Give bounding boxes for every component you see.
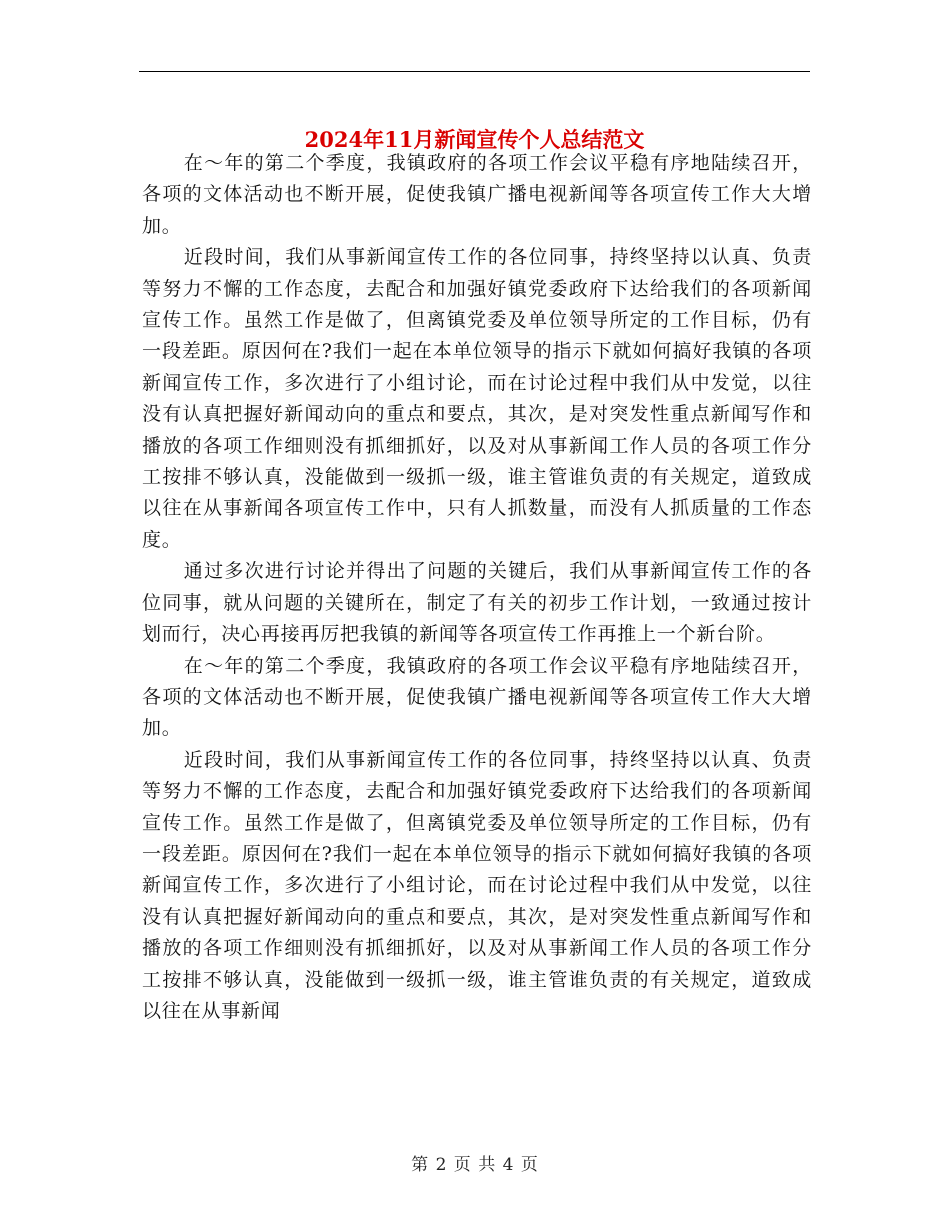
page-number: 第 2 页 共 4 页 (411, 1155, 539, 1175)
document-title: 2024年11月新闻宣传个人总结范文 (304, 127, 645, 153)
paragraph: 在～年的第二个季度，我镇政府的各项工作会议平稳有序地陆续召开，各项的文体活动也不断开展，促使我镇广播电视新闻等各项宣传工作大大增加。 (142, 654, 812, 740)
paragraph: 近段时间，我们从事新闻宣传工作的各位同事，持终坚持以认真、负责等努力不懈的工作态度，去配合和加强好镇党委政府下达给我们的各项新闻宣传工作。虽然工作是做了，但离镇党委及单位领导所定的工作目标，仍有一段差距。原因何在?我们一起在本单位领导的指示下就如何搞好我镇的各项新闻宣传工作，多次进行了小组讨论，而在讨论过程中我们从中发觉，以往没有认真把握好新闻动向的重点和要点，其次，是对突发性重点新闻写作和播放的各项工作细则没有抓细抓好，以及对从事新闻工作人员的各项工作分工按排不够认真，没能做到一级抓一级，谁主管谁负责的有关规定，道致成以往在从事新闻 (142, 748, 812, 1022)
paragraph: 在～年的第二个季度，我镇政府的各项工作会议平稳有序地陆续召开，各项的文体活动也不断开展，促使我镇广播电视新闻等各项宣传工作大大增加。 (142, 152, 812, 237)
paragraph: 近段时间，我们从事新闻宣传工作的各位同事，持终坚持以认真、负责等努力不懈的工作态度，去配合和加强好镇党委政府下达给我们的各项新闻宣传工作。虽然工作是做了，但离镇党委及单位领导所定的工作目标，仍有一段差距。原因何在?我们一起在本单位领导的指示下就如何搞好我镇的各项新闻宣传工作，多次进行了小组讨论，而在讨论过程中我们从中发觉，以往没有认真把握好新闻动向的重点和要点，其次，是对突发性重点新闻写作和播放的各项工作细则没有抓细抓好，以及对从事新闻工作人员的各项工作分工按排不够认真，没能做到一级抓一级，谁主管谁负责的有关规定，道致成以往在从事新闻各项宣传工作中，只有人抓数量，而没有人抓质量的工作态度。 (142, 246, 812, 551)
document-body (142, 148, 812, 1027)
paragraph: 通过多次进行讨论并得出了问题的关键后，我们从事新闻宣传工作的各位同事，就从问题的关键所在，制定了有关的初步工作计划，一致通过按计划而行，决心再接再厉把我镇的新闻等各项宣传工作再推上一个新台阶。 (142, 560, 812, 646)
header-rule (139, 71, 810, 72)
